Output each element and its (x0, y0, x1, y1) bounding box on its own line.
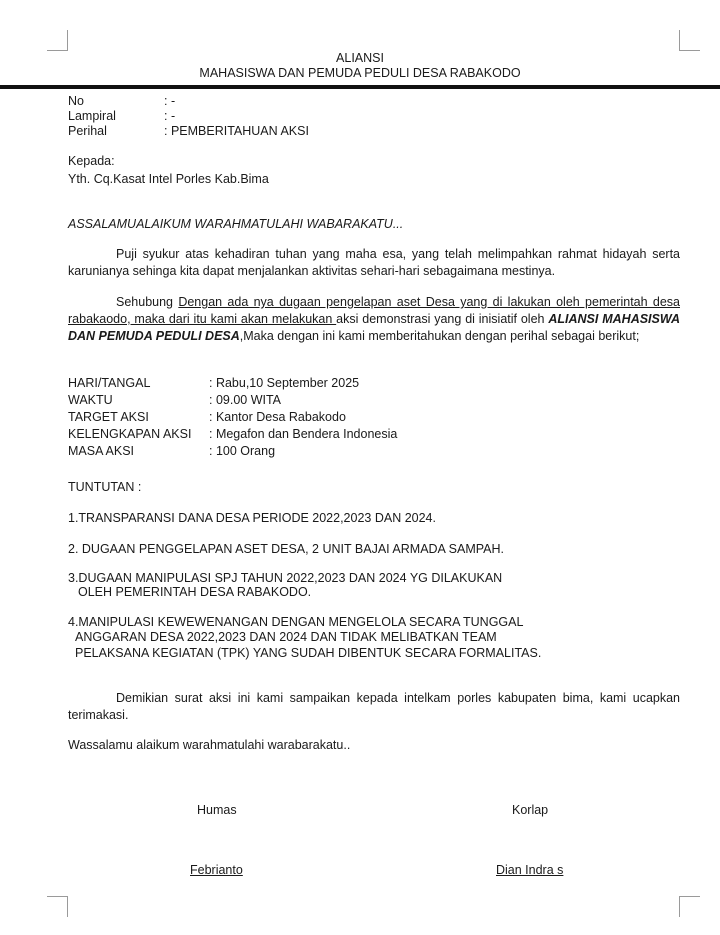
detail-value: : Megafon dan Bendera Indonesia (209, 427, 398, 441)
meta-value: : - (164, 94, 176, 108)
signature-name-public-relations: Febrianto (190, 863, 243, 877)
recipient-label: Kepada: (68, 154, 115, 168)
meta-value: : PEMBERITAHUAN AKSI (164, 124, 309, 138)
meta-value: : - (164, 109, 176, 123)
demand-item-4-line1: 4.MANIPULASI KEWEWENANGAN DENGAN MENGELOLA SECARA TUNGGAL (68, 615, 524, 629)
detail-label: KELENGKAPAN AKSI (68, 427, 192, 441)
letter-meta (68, 94, 468, 139)
recipient-name: Yth. Cq.Kasat Intel Porles Kab.Bima (68, 172, 269, 186)
paragraph-opening-text: Puji syukur atas kehadiran tuhan yang maha esa, yang telah melimpahkan rahmat hidayah serta karunianya sehinga kita dapat menjalankan aktivitas sehari-hari sebagaimana mestinya. (68, 247, 680, 278)
detail-row-time (68, 392, 568, 409)
signature-name-field-coordinator: Dian Indra s (496, 863, 564, 877)
demand-item-3-line2: OLEH PEMERINTAH DESA RABAKODO. (78, 585, 312, 599)
demand-item-3-line1: 3.DUGAAN MANIPULASI SPJ TAHUN 2022,2023 DAN 2024 YG DILAKUKAN (68, 571, 503, 585)
detail-value: : 09.00 WITA (209, 393, 282, 407)
crop-mark-bottom-right (679, 896, 700, 917)
closing-paragraph (68, 690, 680, 724)
signature-role-field-coordinator: Korlap (512, 803, 549, 817)
organization-name: ALIANSI MAHASISWA DAN PEMUDA PEDULI DESA (68, 312, 681, 343)
paragraph-purpose (68, 294, 680, 345)
demand-item-4-line2: ANGGARAN DESA 2022,2023 DAN 2024 DAN TIDAK MELIBATKAN TEAM (75, 630, 497, 644)
detail-label: HARI/TANGAL (68, 376, 151, 390)
letterhead-org-line2: MAHASISWA DAN PEMUDA PEDULI DESA RABAKODO (199, 66, 521, 80)
detail-row-participants (68, 443, 568, 460)
demand-item-2: 2. DUGAAN PENGGELAPAN ASET DESA, 2 UNIT BAJAI ARMADA SAMPAH. (68, 542, 505, 556)
demand-item-4-line3: PELAKSANA KEGIATAN (TPK) YANG SUDAH DIBENTUK SECARA FORMALITAS. (75, 646, 542, 660)
purpose-underlined: Dengan ada nya dugaan pengelapan aset Desa yang di lakukan oleh pemerintah desa rabakaodo, maka dari itu kami akan melakukan (68, 295, 680, 326)
crop-mark-top-right (679, 30, 700, 51)
meta-label: No (68, 94, 84, 108)
detail-row-date (68, 375, 568, 392)
meta-row-attachment (68, 109, 468, 124)
meta-row-number (68, 94, 468, 109)
paragraph-opening (68, 246, 680, 280)
detail-label: TARGET AKSI (68, 410, 149, 424)
signature-role-public-relations: Humas (197, 803, 237, 817)
purpose-end: ,Maka dengan ini kami memberitahukan dengan perihal sebagai berikut; (239, 329, 640, 343)
purpose-middle: aksi demonstrasi yang di inisiatif oleh (336, 312, 549, 326)
letterhead-rule (0, 85, 720, 89)
detail-value: : Kantor Desa Rabakodo (209, 410, 346, 424)
detail-row-equipment (68, 426, 568, 443)
detail-row-target (68, 409, 568, 426)
farewell: Wassalamu alaikum warahmatulahi warabarakatu.. (68, 738, 351, 752)
letterhead-org-line1: ALIANSI (336, 51, 384, 65)
demand-item-1: 1.TRANSPARANSI DANA DESA PERIODE 2022,2023 DAN 2024. (68, 511, 436, 525)
meta-label: Lampiral (68, 109, 116, 123)
detail-label: WAKTU (68, 393, 113, 407)
crop-mark-top-left (47, 30, 68, 51)
demands-title: TUNTUTAN : (68, 480, 142, 494)
purpose-intro: Sehubung (116, 295, 179, 309)
detail-value: : 100 Orang (209, 444, 276, 458)
meta-row-subject (68, 124, 468, 139)
action-details (68, 375, 568, 460)
detail-value: : Rabu,10 September 2025 (209, 376, 360, 390)
meta-label: Perihal (68, 124, 107, 138)
crop-mark-bottom-left (47, 896, 68, 917)
closing-text: Demikian surat aksi ini kami sampaikan kepada intelkam porles kabupaten bima, kami ucapkan terimakasi. (68, 691, 680, 722)
detail-label: MASA AKSI (68, 444, 135, 458)
greeting: ASSALAMUALAIKUM WARAHMATULAHI WABARAKATU... (68, 217, 404, 231)
